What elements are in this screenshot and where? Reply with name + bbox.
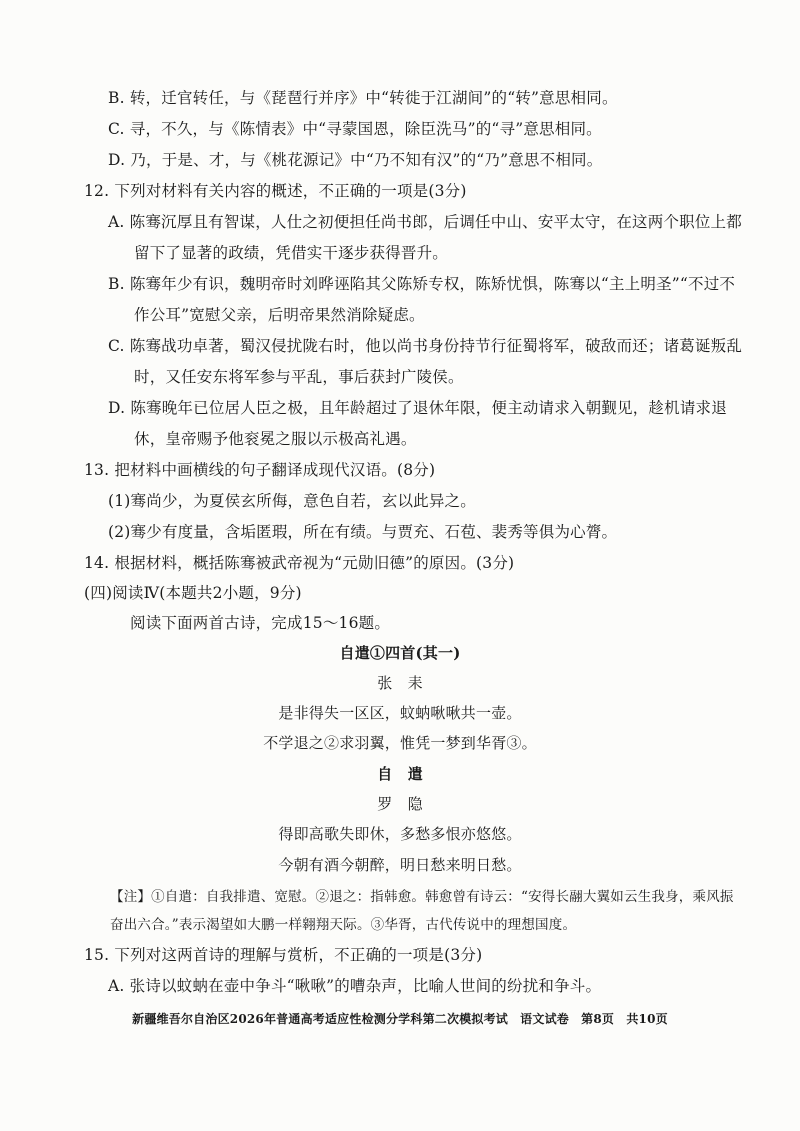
poem-note: 【注】①自遣：自我排遣、宽慰。②退之：指韩愈。韩愈曾有诗云：“安得长翮大翼如云生我身，乘风振: [110, 889, 734, 905]
q15-option-a: A. 张诗以蚊蚋在壶中争斗“啾啾”的嘈杂声，比喻人世间的纷扰和争斗。: [108, 977, 602, 995]
q11-option-d: D. 乃，于是、才，与《桃花源记》中“乃不知有汉”的“乃”意思不相同。: [108, 151, 603, 169]
poem-1-line-1: 是非得失一区区，蚊蚋啾啾共一壶。: [278, 704, 522, 722]
section-4-heading: (四)阅读Ⅳ(本题共2小题，9分): [84, 584, 302, 602]
q12-option-c: C. 陈骞战功卓著，蜀汉侵扰陇右时，他以尚书身份持节行征蜀将军，破敌而还；诸葛诞叛乱: [108, 337, 743, 355]
page-footer: 新疆维吾尔自治区2026年普通高考适应性检测分学科第二次模拟考试 语文试卷 第8页 共10页: [132, 1012, 668, 1026]
poem-1-line-2: 不学退之②求羽翼，惟凭一梦到华胥③。: [263, 734, 537, 752]
q12-option-a-cont: 留下了显著的政绩，凭借实干逐步获得晋升。: [134, 244, 449, 262]
q12-option-a: A. 陈骞沉厚且有智谋，人仕之初便担任尚书郎，后调任中山、安平太守，在这两个职位上都: [108, 213, 742, 231]
q12-option-d: D. 陈骞晚年已位居人臣之极，且年龄超过了退休年限，便主动请求入朝觐见，趁机请求退: [108, 399, 727, 417]
q12-option-b: B. 陈骞年少有识，魏明帝时刘晔诬陷其父陈矫专权，陈矫忧惧，陈骞以“主上明圣”“不过不: [108, 275, 736, 293]
poem-2-title: 自 遣: [377, 765, 423, 783]
section-4-intro: 阅读下面两首古诗，完成15～16题。: [130, 614, 391, 632]
q15-stem: 15. 下列对这两首诗的理解与赏析，不正确的一项是(3分): [84, 946, 483, 964]
q12-option-d-cont: 休，皇帝赐予他衮冕之服以示极高礼遇。: [134, 430, 417, 448]
poem-2-line-2: 今朝有酒今朝醉，明日愁来明日愁。: [278, 856, 522, 874]
q12-option-b-cont: 作公耳”宽慰父亲，后明帝果然消除疑虑。: [134, 306, 425, 324]
q13-sentence-2: (2)骞少有度量，含垢匿瑕，所在有绩。与贾充、石苞、裴秀等俱为心膂。: [108, 523, 618, 541]
poem-note-cont: 奋出六合。”表示渴望如大鹏一样翱翔天际。③华胥，古代传说中的理想国度。: [110, 917, 577, 933]
q13-sentence-1: (1)骞尚少，为夏侯玄所侮，意色自若，玄以此异之。: [108, 492, 476, 510]
poem-1-author: 张 耒: [377, 674, 423, 692]
q12-stem: 12. 下列对材料有关内容的概述，不正确的一项是(3分): [84, 182, 467, 200]
q11-option-c: C. 寻，不久，与《陈情表》中“寻蒙国恩，除臣洗马”的“寻”意思相同。: [108, 120, 602, 138]
q13-stem: 13. 把材料中画横线的句子翻译成现代汉语。(8分): [84, 461, 436, 479]
q11-option-b: B. 转，迁官转任，与《琵琶行并序》中“转徙于江湖间”的“转”意思相同。: [108, 89, 618, 107]
q14-stem: 14. 根据材料，概括陈骞被武帝视为“元勋旧德”的原因。(3分): [84, 554, 515, 572]
poem-1-title: 自遣①四首(其一): [339, 644, 461, 662]
poem-2-line-1: 得即高歌失即休，多愁多恨亦悠悠。: [278, 825, 522, 843]
poem-2-author: 罗 隐: [377, 795, 423, 813]
q12-option-c-cont: 时，又任安东将军参与平乱，事后获封广陵侯。: [134, 368, 464, 386]
